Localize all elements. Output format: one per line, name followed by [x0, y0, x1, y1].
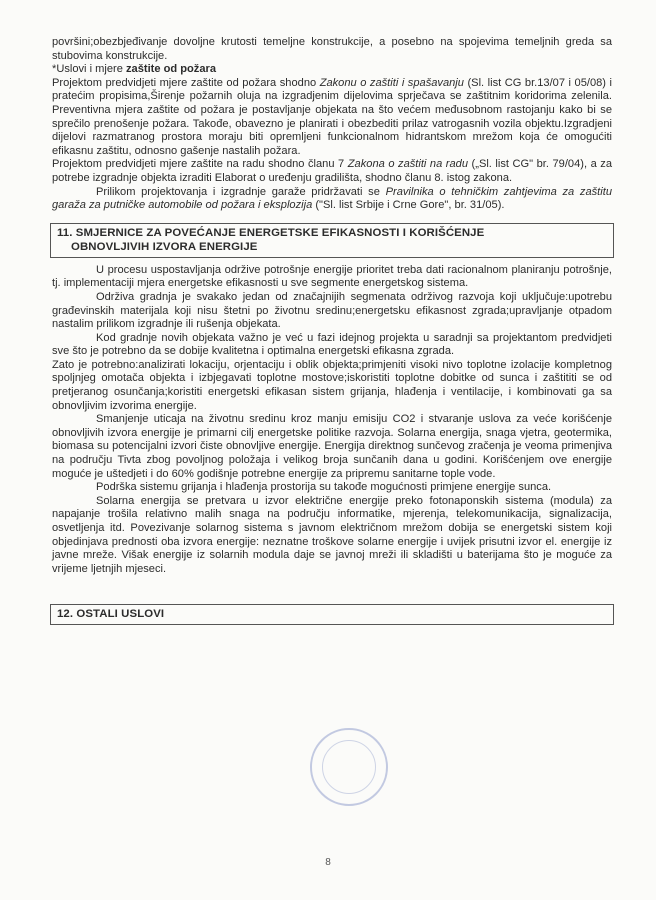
s11-paragraph-7: Solarna energija se pretvara u izvor električne energije preko fotonaponskih sistema (modula) za napajanje trošila relativno malih snaga na području informatike, mjerenja, telekomunikacija, signalizacija, osvetljenja itd. Povezivanje solarnog sistema s javnom električnom mrežom dobija se energetski sistem koji objedinjava prednosti oba izvora energije: neznatne troškove solarne energije i uvijek prisutni izvor el. energije iz javne mreže. Višak energije iz solarnih modula daje se javnoj mreži ili skladišti u baterijama što je moguće za vrijeme ljetnjih mjeseci. — [52, 494, 612, 575]
fire-protection-heading — [52, 63, 612, 77]
section-11-title-line1: 11. SMJERNICE ZA POVEĆANJE ENERGETSKE EFIKASNOSTI I KORIŠĆENJE — [57, 226, 485, 239]
s11-paragraph-4: Zato je potrebno:analizirati lokaciju, orjentaciju i oblik objekta;primjeniti visoki nivo toplotne izolacije kompletnog spoljnjeg omotača objekta i izbjegavati toplotne mostove;iskoristiti toplotne dobitke od sunca i zaštititi se od pretjeranog osunčanja;koristiti energetski efikasan sistem grijanja, hlađenja i ventilacije, i kombinovati ga sa obnovljivim izvorima energije. — [52, 358, 612, 412]
paragraph-fire-protection — [52, 77, 612, 159]
work-safety-text-start: Projektom predvidjeti mjere zaštite na radu shodno članu 7 — [52, 158, 348, 171]
section-11-title-line2: OBNOVLJIVIH IZVORA ENERGIJE — [71, 240, 258, 253]
section-12-heading-box — [50, 604, 614, 625]
paragraph-work-safety — [52, 158, 612, 185]
page-content — [52, 36, 612, 631]
s11-paragraph-3: Kod gradnje novih objekata važno je već u fazi idejnog projekta u saradnji sa projektantom predvidjeti sve što je potrebno da se dobije kvalitetna i optimalna energetski efikasna zgrada. — [52, 331, 612, 358]
paragraph-garage — [52, 186, 612, 213]
section-11-title — [57, 226, 607, 254]
s11-paragraph-5: Smanjenje uticaja na životnu sredinu kroz manju emisiju CO2 i stvaranje uslova za veće korišćenje obnovljivih izvora energije je primarni cilj energetske politike razvoja. Solarna energija, snaga vjetra, geotermika, biomasa su potencijalni izvori čiste obnovljive energije. Energija direktnog sunčevog zračenja je veoma primenjiva na području Tivta zbog povoljnog položaja i velikog broja sunčanih dana u godini. Korišćenjem ove energije moguće je uštedjeti i do 60% godišnje potrebne energije za pripremu sanitarne tople vode. — [52, 413, 612, 480]
paragraph-foundation: površini;obezbjeđivanje dovoljne krutosti temeljne konstrukcije, a posebno na spojevima temeljnih greda sa stubovima konstrukcije. — [52, 36, 612, 62]
work-safety-text-rest: („Sl. list CG" br. 79/04), a za potrebe izgradnje objekta izraditi Elaborat o uređenju gradilišta, shodno članu 8. istog zakona. — [52, 158, 613, 184]
section-12-title: 12. OSTALI USLOVI — [57, 608, 165, 621]
s11-paragraph-1: U procesu uspostavljanja održive potrošnje energije prioritet treba dati racionalnom planiranju potrošnje, tj. implementaciji mjera energetske efikasnosti u sve segmente energetskog sistema. — [52, 263, 612, 290]
fire-text-start: Projektom predvidjeti mjere zaštite od požara shodno — [52, 76, 320, 89]
fire-law-title: Zakonu o zaštiti i spašavanju — [319, 76, 464, 89]
fire-heading-title: zaštite od požara — [125, 63, 216, 76]
fire-heading-prefix: *Uslovi i mjere — [52, 63, 126, 76]
page-number: 8 — [325, 857, 331, 868]
garage-text-rest: ("Sl. list Srbije i Crne Gore", br. 31/05). — [312, 199, 505, 212]
section-11-heading-box — [50, 223, 614, 258]
garage-rule-title: Pravilnika o tehničkim zahtjevima za zaštitu garaža za putničke automobile od požara i eksplozija — [52, 185, 612, 212]
work-safety-law-title: Zakona o zaštiti na radu — [347, 158, 469, 171]
fire-text-rest: (Sl. list CG br.13/07 i 05/08) i pratećim propisima,Širenje požarnih oluja na izgradjenim dijelovima sprječava se zaštitnim koridorima zelenila. Preventivna mjera zaštite od požara je postavljanje objekata na što većem međusobnom rastojanju kako bi se sprečilo prenošenje požara. Takođe, obavezno je planirati i obezbediti prilaz vatrogasnih vozila objektu.Izgradjeni dijelovi razmatranog prostora moraju biti opremljeni funkcionalnom hidrantskom mrežom koja će omogućiti efikasnu zaštitu, odnosno gašenje nastalih požara. — [52, 76, 612, 157]
official-stamp — [310, 728, 388, 806]
s11-paragraph-2: Održiva gradnja je svakako jedan od značajnijih segmenata održivog razvoja koji uključuje:upotrebu građevinskih materijala koji nisu štetni po životnu sredinu;energetsku efikasnost zgrada;upravljanje otpadom nastalim prilikom izgradnje ili rušenja objekata. — [52, 290, 612, 331]
garage-text-start: Prilikom projektovanja i izgradnje garaže pridržavati se — [96, 185, 386, 198]
s11-paragraph-6: Podrška sistemu grijanja i hlađenja prostorija su takođe mogućnosti primjene energije sunca. — [96, 481, 552, 494]
